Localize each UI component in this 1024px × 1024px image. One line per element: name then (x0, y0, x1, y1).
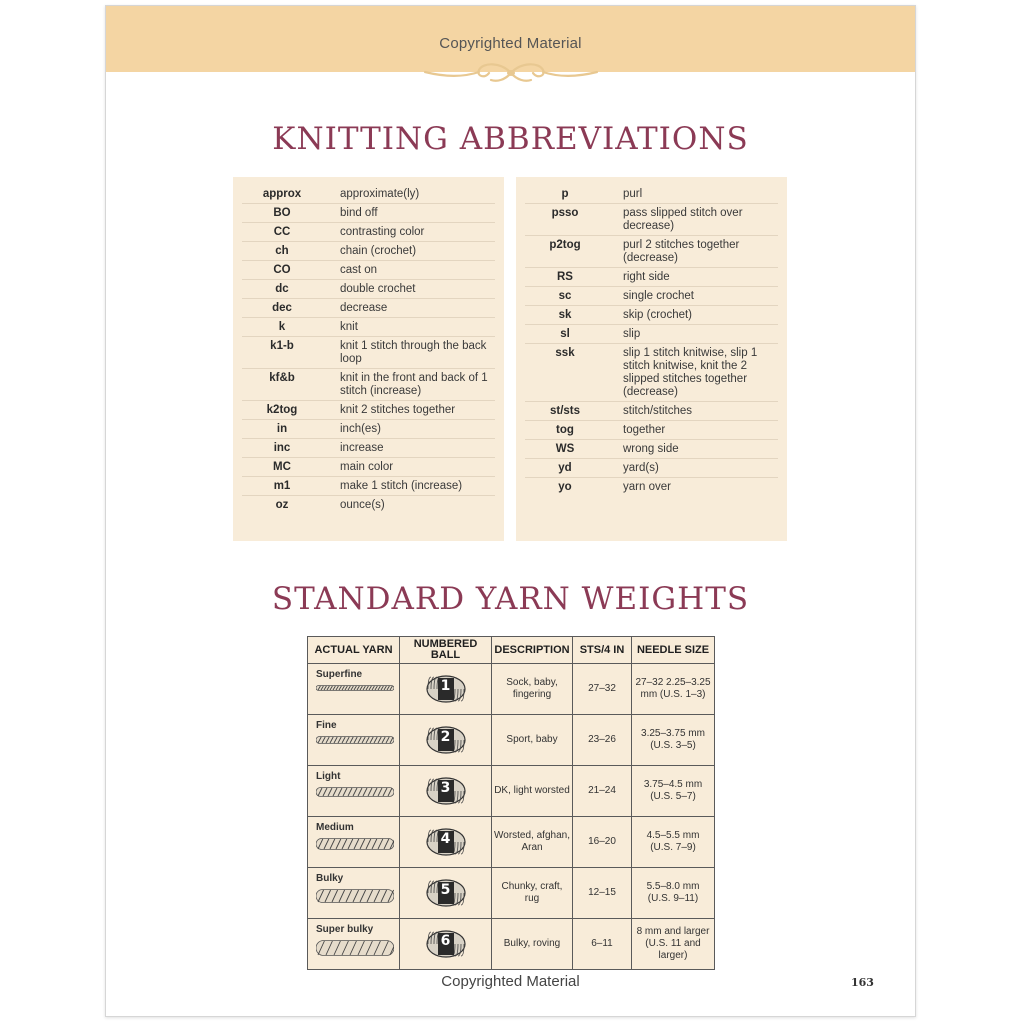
abbreviation-term: in (276, 423, 288, 435)
description-cell: Sport, baby (492, 715, 573, 766)
abbreviation-meaning: contrasting color (340, 226, 425, 238)
description-cell: Bulky, roving (492, 919, 573, 970)
description-cell: Worsted, afghan, Aran (492, 817, 573, 868)
abbreviation-term: BO (273, 207, 291, 219)
abbreviation-meaning: purl 2 stitches together (decrease) (623, 239, 740, 264)
abbreviation-meaning: ounce(s) (340, 499, 385, 511)
abbreviation-term: kf&b (269, 372, 295, 384)
header-actual-yarn: ACTUAL YARN (308, 637, 400, 664)
abbreviation-row (242, 299, 495, 318)
yarn-ball-number: 4 (440, 831, 451, 847)
yarn-weight-name: Bulky (316, 873, 344, 884)
abbreviation-row (525, 268, 778, 287)
abbreviation-term: RS (557, 271, 573, 283)
abbreviation-meaning: right side (623, 271, 670, 283)
book-page (105, 5, 916, 1017)
abbreviation-term: MC (273, 461, 291, 473)
abbreviation-row (525, 185, 778, 204)
yarn-weight-row (308, 817, 715, 868)
description-cell: Chunky, craft, rug (492, 868, 573, 919)
abbreviation-row (242, 242, 495, 261)
abbreviation-term: CC (273, 226, 291, 238)
needle-size-cell: 4.5–5.5 mm (U.S. 7–9) (632, 817, 715, 868)
yarn-ball-icon (425, 776, 467, 806)
numbered-ball-cell (400, 766, 492, 817)
sts-per-4-in-cell: 12–15 (573, 868, 632, 919)
numbered-ball-cell (400, 919, 492, 970)
abbreviation-row (525, 402, 778, 421)
abbreviation-term: sk (558, 309, 572, 321)
abbreviation-meaning: yarn over (623, 481, 671, 493)
abbreviation-term: approx (262, 188, 302, 200)
abbreviation-meaning: pass slipped stitch over decrease) (623, 207, 743, 232)
abbreviation-row (242, 369, 495, 401)
abbreviation-term: p2tog (549, 239, 581, 251)
abbreviation-row (242, 318, 495, 337)
abbreviation-meaning: stitch/stitches (623, 405, 693, 417)
abbreviation-term: dc (275, 283, 289, 295)
sts-per-4-in-cell: 6–11 (573, 919, 632, 970)
abbreviation-term: oz (275, 499, 289, 511)
abbreviation-term: psso (551, 207, 579, 219)
needle-size-cell: 3.25–3.75 mm (U.S. 3–5) (632, 715, 715, 766)
abbreviation-row (242, 280, 495, 299)
yarn-ball-icon (425, 827, 467, 857)
abbreviation-term: k (278, 321, 286, 333)
abbreviation-term: ch (275, 245, 289, 257)
yarn-ball-icon (425, 929, 467, 959)
abbreviation-row (242, 223, 495, 242)
sts-per-4-in-cell: 21–24 (573, 766, 632, 817)
abbreviation-meaning: knit 1 stitch through the back loop (340, 340, 487, 365)
standard-yarn-weights-title: STANDARD YARN WEIGHTS (271, 581, 750, 617)
yarn-weights-table (307, 636, 715, 970)
abbreviation-meaning: skip (crochet) (623, 309, 693, 321)
yarn-weight-name: Fine (316, 720, 337, 731)
yarn-strand-icon (316, 787, 394, 797)
abbreviation-term: sl (560, 328, 570, 340)
abbreviation-meaning: main color (340, 461, 394, 473)
abbreviation-meaning: bind off (340, 207, 378, 219)
abbreviation-row (525, 440, 778, 459)
yarn-weight-name: Super bulky (316, 924, 374, 935)
sts-per-4-in-cell: 23–26 (573, 715, 632, 766)
abbreviation-meaning: knit (340, 321, 358, 333)
abbreviation-term: ssk (555, 347, 575, 359)
abbreviation-meaning: approximate(ly) (340, 188, 420, 200)
abbreviation-meaning: purl (623, 188, 643, 200)
abbreviation-term: yd (558, 462, 572, 474)
yarn-ball-number: 2 (440, 729, 451, 745)
needle-size-cell: 5.5–8.0 mm (U.S. 9–11) (632, 868, 715, 919)
abbreviation-row (242, 458, 495, 477)
abbreviation-row (525, 306, 778, 325)
abbreviation-row (242, 439, 495, 458)
abbreviation-row (525, 344, 778, 402)
abbreviation-term: p (561, 188, 569, 200)
abbreviation-term: k2tog (266, 404, 298, 416)
abbreviation-row (525, 287, 778, 306)
abbreviations-left-panel (233, 177, 504, 541)
abbreviation-meaning: slip 1 stitch knitwise, slip 1 stitch knitwise, knit the 2 slipped stitches together (decrease) (623, 347, 758, 398)
abbreviation-meaning: chain (crochet) (340, 245, 417, 257)
actual-yarn-cell (308, 868, 400, 919)
abbreviation-row (525, 459, 778, 478)
abbreviation-term: dec (272, 302, 292, 314)
yarn-strand-icon (316, 685, 394, 691)
abbreviation-row (525, 478, 778, 496)
header-description: DESCRIPTION (492, 637, 573, 664)
page-number: 163 (851, 976, 874, 989)
abbreviation-meaning: make 1 stitch (increase) (340, 480, 463, 492)
abbreviation-meaning: slip (623, 328, 641, 340)
header-numbered-ball: NUMBERED BALL (400, 637, 492, 664)
abbreviation-row (242, 261, 495, 280)
abbreviation-row (242, 185, 495, 204)
yarn-ball-number: 3 (440, 780, 451, 796)
abbreviations-right-panel (516, 177, 787, 541)
yarn-strand-icon (316, 889, 394, 903)
yarn-weight-name: Superfine (316, 669, 363, 680)
abbreviation-row (525, 204, 778, 236)
abbreviation-row (525, 236, 778, 268)
abbreviation-term: yo (558, 481, 572, 493)
yarn-weight-row (308, 868, 715, 919)
flourish-ornament-icon (421, 60, 601, 86)
abbreviation-meaning: cast on (340, 264, 378, 276)
abbreviation-term: inc (273, 442, 291, 454)
abbreviation-row (242, 401, 495, 420)
abbreviation-row (242, 204, 495, 223)
yarn-ball-icon (425, 674, 467, 704)
yarn-ball-number: 6 (440, 933, 451, 949)
actual-yarn-cell (308, 919, 400, 970)
actual-yarn-cell (308, 766, 400, 817)
table-header-row (308, 637, 715, 664)
header-copyright: Copyrighted Material (439, 35, 582, 52)
abbreviation-row (242, 420, 495, 439)
yarn-weight-row (308, 766, 715, 817)
abbreviation-meaning: yard(s) (623, 462, 659, 474)
abbreviation-meaning: wrong side (623, 443, 679, 455)
description-cell: Sock, baby, fingering (492, 664, 573, 715)
actual-yarn-cell (308, 664, 400, 715)
header-needle-size: NEEDLE SIZE (632, 637, 715, 664)
numbered-ball-cell (400, 868, 492, 919)
abbreviation-row (242, 337, 495, 369)
numbered-ball-cell (400, 664, 492, 715)
yarn-ball-number: 1 (440, 678, 451, 694)
yarn-weight-row (308, 715, 715, 766)
yarn-weight-name: Medium (316, 822, 354, 833)
description-cell: DK, light worsted (492, 766, 573, 817)
abbreviation-meaning: knit 2 stitches together (340, 404, 456, 416)
numbered-ball-cell (400, 817, 492, 868)
abbreviation-term: CO (273, 264, 291, 276)
abbreviation-meaning: knit in the front and back of 1 stitch (increase) (340, 372, 488, 397)
actual-yarn-cell (308, 817, 400, 868)
abbreviation-term: tog (556, 424, 574, 436)
numbered-ball-cell (400, 715, 492, 766)
abbreviation-term: st/sts (549, 405, 581, 417)
yarn-strand-icon (316, 838, 394, 850)
header-sts-per-4-in: STS/4 IN (573, 637, 632, 664)
sts-per-4-in-cell: 16–20 (573, 817, 632, 868)
needle-size-cell: 27–32 2.25–3.25 mm (U.S. 1–3) (632, 664, 715, 715)
yarn-strand-icon (316, 736, 394, 744)
sts-per-4-in-cell: 27–32 (573, 664, 632, 715)
abbreviation-term: k1-b (270, 340, 294, 352)
abbreviation-meaning: increase (340, 442, 384, 454)
abbreviation-meaning: single crochet (623, 290, 694, 302)
actual-yarn-cell (308, 715, 400, 766)
abbreviation-row (525, 325, 778, 344)
knitting-abbreviations-title: KNITTING ABBREVIATIONS (272, 121, 749, 157)
yarn-weight-row (308, 919, 715, 970)
abbreviation-row (242, 496, 495, 514)
needle-size-cell: 3.75–4.5 mm (U.S. 5–7) (632, 766, 715, 817)
abbreviation-term: sc (558, 290, 572, 302)
yarn-ball-icon (425, 725, 467, 755)
abbreviation-term: m1 (273, 480, 291, 492)
yarn-weight-name: Light (316, 771, 341, 782)
footer-copyright: Copyrighted Material (441, 973, 580, 990)
yarn-strand-icon (316, 940, 394, 956)
abbreviation-row (242, 477, 495, 496)
abbreviation-term: WS (555, 443, 575, 455)
yarn-weight-row (308, 664, 715, 715)
needle-size-cell: 8 mm and larger (U.S. 11 and larger) (632, 919, 715, 970)
abbreviation-meaning: decrease (340, 302, 388, 314)
abbreviation-meaning: together (623, 424, 666, 436)
yarn-ball-number: 5 (440, 882, 451, 898)
abbreviation-meaning: double crochet (340, 283, 416, 295)
abbreviation-meaning: inch(es) (340, 423, 381, 435)
yarn-ball-icon (425, 878, 467, 908)
abbreviation-row (525, 421, 778, 440)
